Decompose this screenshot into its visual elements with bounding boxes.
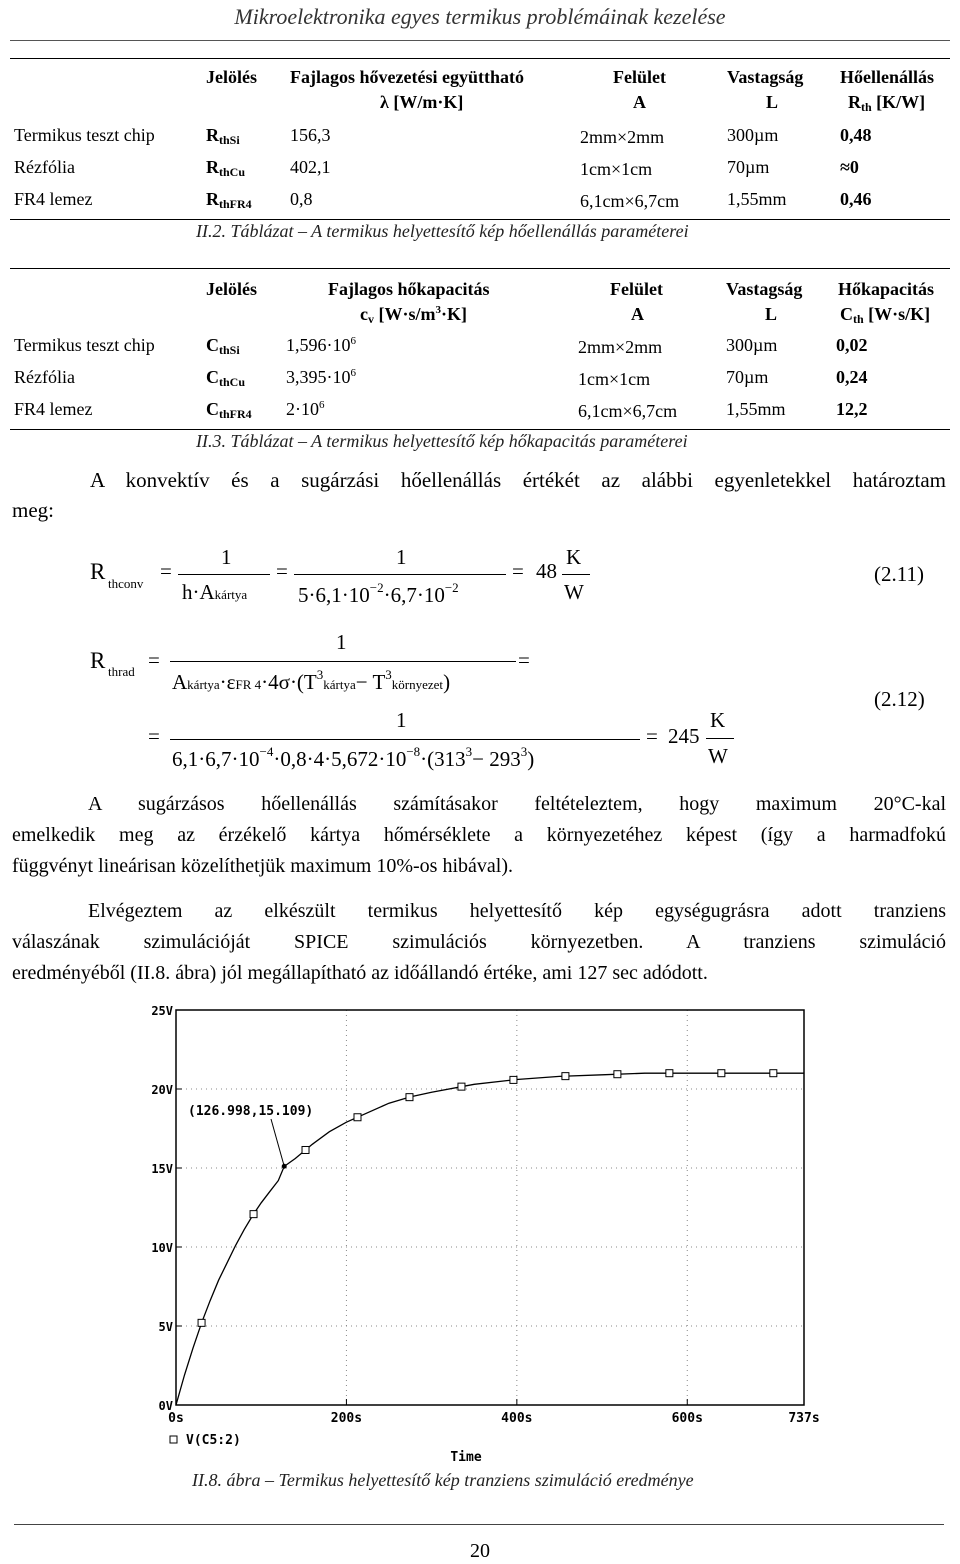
y-tick-label: 0V <box>158 1399 173 1413</box>
text-line: emelkedik meg az érzékelő kártya hőmérséklete a környezetéhez képest (így a harmadfokú <box>12 824 946 846</box>
x-tick-label: 737s <box>788 1411 820 1426</box>
row-result: 0,24 <box>836 367 868 387</box>
fraction-bar <box>562 574 590 575</box>
legend-label: V(C5:2) <box>186 1433 241 1448</box>
data-marker <box>458 1083 465 1090</box>
figure-caption: II.8. ábra – Termikus helyettesítő kép tranziens szimuláció eredménye <box>192 1470 694 1490</box>
row-symbol: $R_{thFR4}$ <box>206 189 252 211</box>
legend-marker <box>170 1436 177 1443</box>
plot-frame <box>176 1010 804 1405</box>
chart-series <box>176 1073 804 1405</box>
row-value: 402,1 <box>290 157 331 177</box>
row-name: Termikus teszt chip <box>14 125 155 145</box>
annotation-leader <box>271 1119 284 1166</box>
row-result: ≈0 <box>840 157 859 177</box>
data-marker <box>562 1073 569 1080</box>
chart-grid <box>176 1010 804 1405</box>
eq-unit-den: W <box>708 744 728 768</box>
col-header-lambda-unit: λ [W/m·K] <box>380 92 464 112</box>
row-result: 0,48 <box>840 125 872 145</box>
fraction-bar <box>294 574 506 575</box>
fraction-bar <box>170 739 640 740</box>
eq-denominator: Akártya·εFR $4\cdot 4\sigma\cdot(T^3kártya-$ $T^3környezet$) <box>172 667 451 694</box>
header-rule <box>10 40 950 41</box>
row-value: $3,395\cdot 10^6$ <box>286 367 356 387</box>
text-line: Elvégeztem az elkészült termikus helyettesítő kép egységugrásra adott tranziens <box>88 900 946 922</box>
eq-equals: = <box>160 559 172 583</box>
row-value: $1,596\cdot 10^6$ <box>286 335 356 355</box>
data-marker <box>666 1070 673 1077</box>
col-header-felulet-sym: A <box>633 92 646 112</box>
table-thermal-capacitance <box>10 268 950 430</box>
data-marker <box>302 1146 309 1153</box>
y-tick-label: 10V <box>151 1241 173 1255</box>
row-result: 0,02 <box>836 335 868 355</box>
col-header-result: Hőellenállás <box>840 67 934 87</box>
running-header: Mikroelektronika egyes termikus problémáinak kezelése <box>234 4 726 29</box>
x-tick-label: 0s <box>168 1411 184 1426</box>
fraction-bar <box>706 738 734 739</box>
row-name: FR4 lemez <box>14 399 93 419</box>
footer-rule <box>14 1524 944 1525</box>
row-value: 156,3 <box>290 125 331 145</box>
paragraph-simulation <box>12 896 946 989</box>
eq-equals: = <box>512 559 524 583</box>
data-marker <box>718 1070 725 1077</box>
col-header-lambda: Fajlagos hővezetési együttható <box>290 67 524 87</box>
text-line: függvényt lineárisan közelíthetjük maximum 10%-os hibával). <box>12 855 513 877</box>
row-name: Termikus teszt chip <box>14 335 155 355</box>
eq-symbol: R <box>90 559 106 584</box>
col-header-capacity: Fajlagos hőkapacitás <box>328 279 490 299</box>
eq-equals: = <box>518 648 530 672</box>
table2-caption: II.3. Táblázat – A termikus helyettesítő kép hőkapacitás paraméterei <box>196 431 688 451</box>
eq-denominator: h·Akártya <box>182 580 248 604</box>
row-area: 1cm×1cm <box>580 159 653 179</box>
data-marker <box>250 1211 257 1218</box>
eq-equals: = <box>646 724 658 748</box>
y-tick-label: 20V <box>151 1083 173 1097</box>
row-thickness: 1,55mm <box>726 399 786 419</box>
data-marker <box>510 1076 517 1083</box>
chart-axes <box>176 1010 804 1405</box>
data-marker <box>198 1319 205 1326</box>
intro-line-1: A konvektív és a sugárzási hőellenállás értékét az alábbi egyenletekkel határoztam <box>90 468 946 492</box>
y-tick-label: 15V <box>151 1162 173 1176</box>
eq-result: 245 <box>668 724 700 748</box>
fraction-bar <box>170 661 516 662</box>
row-area: 1cm×1cm <box>578 369 651 389</box>
data-marker <box>406 1094 413 1101</box>
table-thermal-resistance <box>10 58 950 220</box>
row-result: 12,2 <box>836 399 868 419</box>
x-tick-label: 200s <box>330 1411 363 1426</box>
row-name: FR4 lemez <box>14 189 93 209</box>
row-symbol: $R_{thSi}$ <box>206 125 240 147</box>
chart-legend <box>170 1433 241 1448</box>
eq-label: (2.12) <box>874 687 925 711</box>
eq-unit-den: W <box>564 580 584 604</box>
page-number: 20 <box>470 1540 490 1562</box>
col-header-jeloles: Jelölés <box>206 279 257 299</box>
row-symbol: $R_{thCu}$ <box>206 157 246 179</box>
text-line: válaszának szimulációját SPICE szimulációs környezetben. A tranziens szimuláció <box>12 931 946 953</box>
text-line: eredményéből (II.8. ábra) jól megállapítható az időállandó értéke, ami 127 sec adódott. <box>12 962 708 984</box>
row-symbol: $C_{thCu}$ <box>206 367 246 389</box>
y-tick-label: 25V <box>151 1004 173 1018</box>
transient-simulation-chart <box>140 1000 820 1465</box>
eq-equals: = <box>148 648 160 672</box>
eq-subscript: thrad <box>108 664 135 679</box>
row-thickness: 70µm <box>727 157 770 177</box>
data-marker <box>770 1070 777 1077</box>
row-value: 0,8 <box>290 189 313 209</box>
eq-denominator: $6,1\cdot 6,7\cdot 10^{-4}\cdot 0,8\cdot 4\cdot 5,672\cdot 10^{-8}\cdot(313^3- 293^3)$ <box>172 744 535 771</box>
eq-symbol: R <box>90 648 106 673</box>
row-symbol: $C_{thSi}$ <box>206 335 240 357</box>
col-header-result-unit: $R_{th}$ [K/W] <box>848 92 926 114</box>
table1-caption: II.2. Táblázat – A termikus helyettesítő kép hőellenállás paraméterei <box>196 221 689 241</box>
row-thickness: 1,55mm <box>727 189 787 209</box>
col-header-felulet: Felület <box>613 67 666 87</box>
eq-subscript: thconv <box>108 576 144 591</box>
eq-numerator: 1 <box>336 630 347 654</box>
col-header-vastagsag: Vastagság <box>727 67 804 87</box>
y-tick-label: 5V <box>158 1320 173 1334</box>
text-line: A sugárzásos hőellenállás számításakor feltételeztem, hogy maximum 20°C-kal <box>88 793 946 815</box>
eq-unit-num: K <box>710 708 726 732</box>
paragraph-radiation <box>12 789 946 882</box>
col-header-vastagsag-sym: L <box>765 304 778 324</box>
x-axis-label: Time <box>450 1450 482 1465</box>
row-result: 0,46 <box>840 189 872 209</box>
eq-numerator: 1 <box>221 545 232 569</box>
series-line <box>176 1073 804 1405</box>
eq-unit-num: K <box>566 545 582 569</box>
row-symbol: $C_{thFR4}$ <box>206 399 252 421</box>
col-header-vastagsag: Vastagság <box>726 279 803 299</box>
row-name: Rézfólia <box>14 367 75 387</box>
eq-label: (2.11) <box>874 562 924 586</box>
eq-equals: = <box>148 724 160 748</box>
col-header-felulet-sym: A <box>631 304 644 324</box>
col-header-result: Hőkapacitás <box>838 279 935 299</box>
row-area: 6,1cm×6,7cm <box>580 191 680 211</box>
col-header-result-unit: $C_{th}$ [W·s/K] <box>840 304 931 326</box>
row-area: 2mm×2mm <box>580 127 665 147</box>
row-thickness: 300µm <box>726 335 778 355</box>
col-header-vastagsag-sym: L <box>766 92 779 112</box>
col-header-capacity-unit: $c_v$ $[W\cdot s/m^3\cdot K]$ <box>360 304 467 326</box>
fraction-bar <box>178 574 270 575</box>
row-thickness: 300µm <box>727 125 779 145</box>
col-header-jeloles: Jelölés <box>206 67 257 87</box>
eq-result: 48 <box>536 559 557 583</box>
x-tick-label: 400s <box>501 1411 533 1426</box>
row-name: Rézfólia <box>14 157 75 177</box>
col-header-felulet: Felület <box>610 279 663 299</box>
annotation-label: (126.998,15.109) <box>188 1104 314 1119</box>
data-marker <box>354 1114 361 1121</box>
data-marker <box>614 1071 621 1078</box>
eq-equals: = <box>276 559 288 583</box>
x-tick-label: 600s <box>671 1411 703 1426</box>
intro-line-2: meg: <box>12 498 54 522</box>
row-value: $2\cdot 10^6$ <box>286 399 325 419</box>
row-thickness: 70µm <box>726 367 769 387</box>
row-area: 2mm×2mm <box>578 337 663 357</box>
annotation-point <box>282 1164 287 1169</box>
row-area: 6,1cm×6,7cm <box>578 401 678 421</box>
eq-numerator: 1 <box>396 708 407 732</box>
eq-denominator: $5\cdot 6,1\cdot 10^{-2}\cdot 6,7\cdot 10^{-2}$ <box>298 580 459 607</box>
eq-numerator: 1 <box>396 545 407 569</box>
